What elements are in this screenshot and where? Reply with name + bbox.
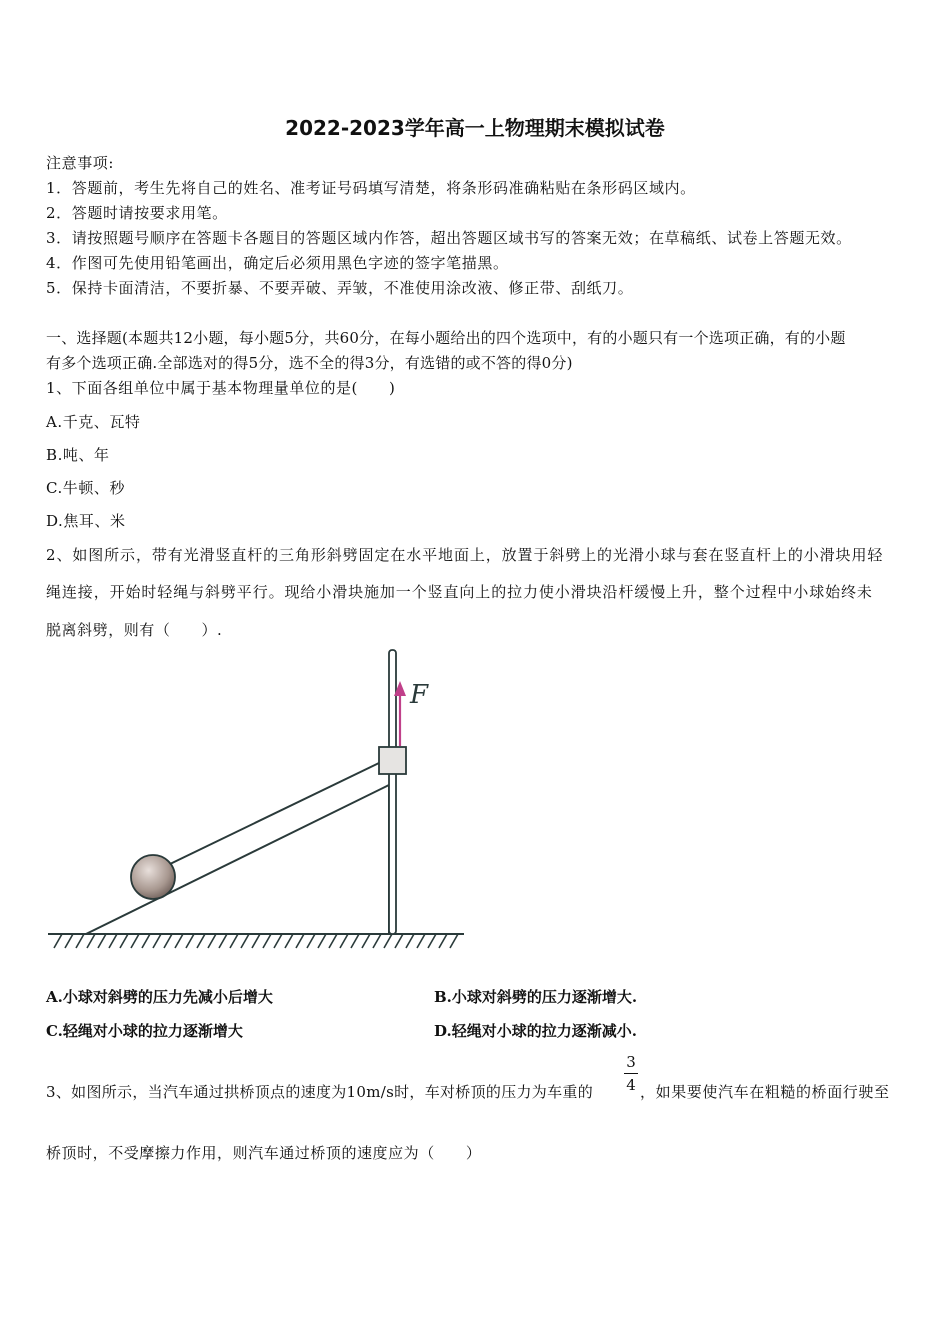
ground-hatch-line xyxy=(65,934,73,948)
vertical-rod xyxy=(389,650,396,934)
q3-stem-part1: 3、如图所示，当汽车通过拱桥顶点的速度为10m/s时，车对桥顶的压力为车重的 xyxy=(46,1083,594,1101)
ground-hatch-line xyxy=(285,934,293,948)
ground-hatch-line xyxy=(208,934,216,948)
q2-stem-line3: 脱离斜劈，则有（ ）. xyxy=(46,621,223,639)
ground-hatch-line xyxy=(230,934,238,948)
q2-option-c: C.轻绳对小球的拉力逐渐增大 xyxy=(46,1022,243,1040)
ground-hatch-line xyxy=(186,934,194,948)
ground-hatching xyxy=(48,934,464,948)
q3-fraction-numerator: 3 xyxy=(626,1053,636,1071)
light-rope xyxy=(170,763,379,864)
ground-hatch-line xyxy=(153,934,161,948)
section1-intro-line2: 有多个选项正确.全部选对的得5分，选不全的得3分，有选错的或不答的得0分) xyxy=(46,354,573,372)
notice-item-2: 2．答题时请按要求用笔。 xyxy=(46,204,228,222)
ground-hatch-line xyxy=(340,934,348,948)
ground-hatch-line xyxy=(175,934,183,948)
ground-hatch-line xyxy=(450,934,458,948)
force-label: F xyxy=(410,680,429,710)
ground-hatch-line xyxy=(329,934,337,948)
notice-item-3: 3．请按照题号顺序在答题卡各题目的答题区域内作答，超出答题区域书写的答案无效；在草稿纸、试卷上答题无效。 xyxy=(46,229,852,247)
notice-item-1: 1．答题前，考生先将自己的姓名、准考证号码填写清楚，将条形码准确粘贴在条形码区域内。 xyxy=(46,179,696,197)
q3-stem-line2: 桥顶时，不受摩擦力作用，则汽车通过桥顶的速度应为（ ） xyxy=(46,1144,482,1162)
ground-hatch-line xyxy=(373,934,381,948)
q1-option-a: A.千克、瓦特 xyxy=(46,413,141,431)
ground-hatch-line xyxy=(252,934,260,948)
ground-hatch-line xyxy=(318,934,326,948)
ground-hatch-line xyxy=(142,934,150,948)
notice-heading: 注意事项: xyxy=(46,154,115,172)
ground-hatch-line xyxy=(406,934,414,948)
ground-hatch-line xyxy=(362,934,370,948)
smooth-ball xyxy=(131,855,175,899)
q2-option-a: A.小球对斜劈的压力先减小后增大 xyxy=(46,988,273,1006)
ground-hatch-line xyxy=(274,934,282,948)
q2-figure-incline-rod xyxy=(44,645,468,955)
q2-stem-line2: 绳连接，开始时轻绳与斜劈平行。现给小滑块施加一个竖直向上的拉力使小滑块沿杆缓慢上升，整个过程中小球始终未 xyxy=(46,583,873,601)
ground-hatch-line xyxy=(120,934,128,948)
q3-stem-part2: ，如果要使汽车在粗糙的桥面行驶至 xyxy=(640,1083,890,1101)
ground-hatch-line xyxy=(307,934,315,948)
ground-hatch-line xyxy=(263,934,271,948)
ground-hatch-line xyxy=(87,934,95,948)
ground-hatch-line xyxy=(98,934,106,948)
q3-fraction-bar xyxy=(624,1073,638,1074)
ground-hatch-line xyxy=(428,934,436,948)
ground-hatch-line xyxy=(384,934,392,948)
incline-wedge xyxy=(86,785,389,934)
ground-hatch-line xyxy=(76,934,84,948)
ground-hatch-line xyxy=(197,934,205,948)
ground-hatch-line xyxy=(241,934,249,948)
section1-intro-line1: 一、选择题(本题共12小题，每小题5分，共60分，在每小题给出的四个选项中，有的小题只有一个选项正确，有的小题 xyxy=(46,329,846,347)
q2-option-d: D.轻绳对小球的拉力逐渐减小. xyxy=(434,1022,637,1040)
q1-option-b: B.吨、年 xyxy=(46,446,110,464)
notice-item-4: 4．作图可先使用铅笔画出，确定后必须用黑色字迹的签字笔描黑。 xyxy=(46,254,509,272)
ground-hatch-line xyxy=(131,934,139,948)
ground-hatch-line xyxy=(109,934,117,948)
ground-hatch-line xyxy=(219,934,227,948)
ground-hatch-line xyxy=(417,934,425,948)
q2-option-b: B.小球对斜劈的压力逐渐增大. xyxy=(434,988,638,1006)
ground-hatch-line xyxy=(54,934,62,948)
slider-block xyxy=(379,747,406,774)
ground-hatch-line xyxy=(395,934,403,948)
ground-hatch-line xyxy=(351,934,359,948)
q1-stem: 1、下面各组单位中属于基本物理量单位的是( ) xyxy=(46,379,396,397)
q3-fraction-denominator: 4 xyxy=(626,1076,636,1094)
q2-stem-line1: 2、如图所示，带有光滑竖直杆的三角形斜劈固定在水平地面上，放置于斜劈上的光滑小球与套在竖直杆上的小滑块用轻 xyxy=(46,546,884,564)
ground-hatch-line xyxy=(296,934,304,948)
notice-item-5: 5．保持卡面清洁，不要折暴、不要弄破、弄皱，不准使用涂改液、修正带、刮纸刀。 xyxy=(46,279,634,297)
q1-option-c: C.牛顿、秒 xyxy=(46,479,126,497)
q1-option-d: D.焦耳、米 xyxy=(46,512,126,530)
q3-fraction xyxy=(624,1053,638,1094)
ground-hatch-line xyxy=(439,934,447,948)
page-title: 2022-2023学年高一上物理期末模拟试卷 xyxy=(285,116,665,140)
ground-hatch-line xyxy=(164,934,172,948)
